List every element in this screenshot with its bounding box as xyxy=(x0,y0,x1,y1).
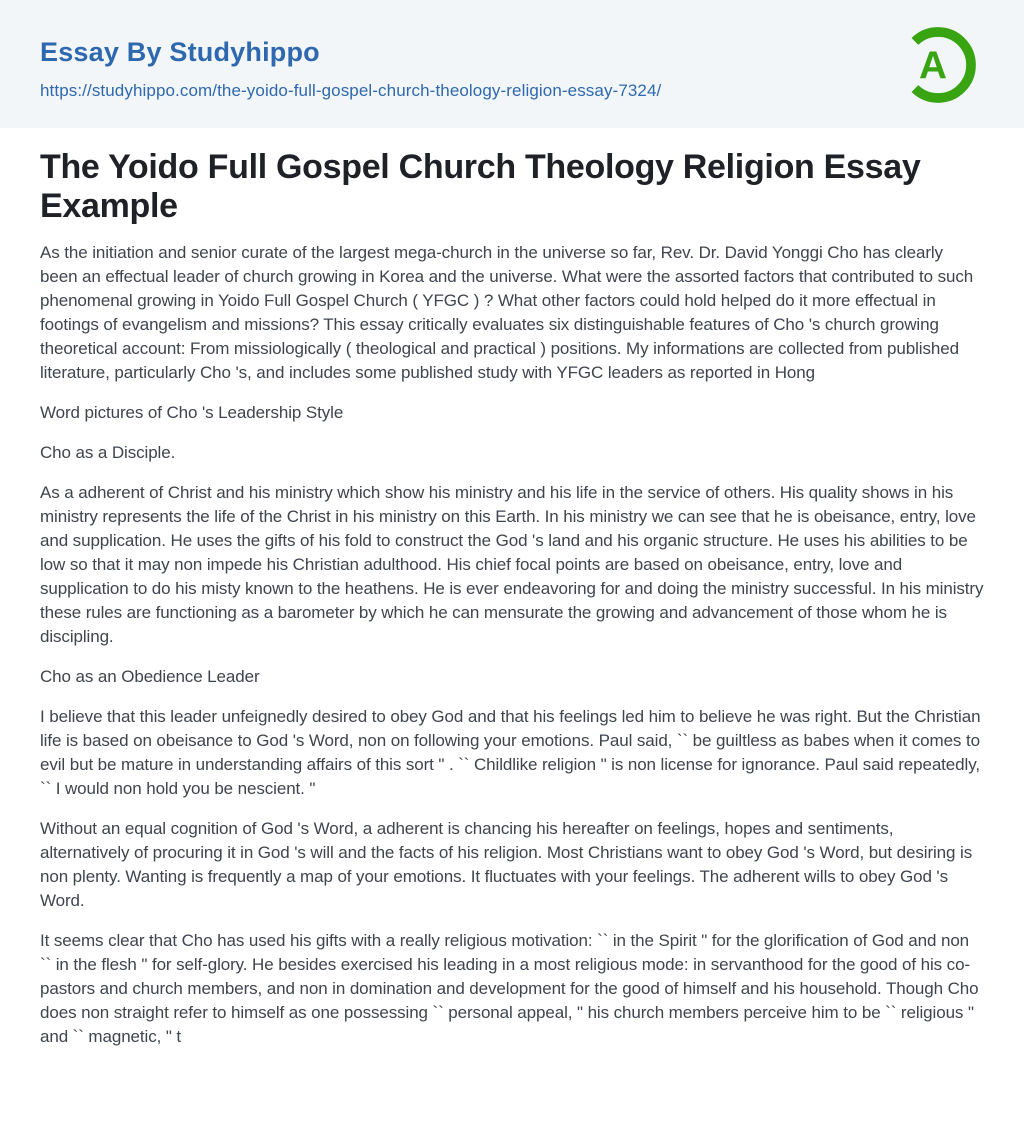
essay-subheading-cho-as-disciple: Cho as a Disciple. xyxy=(40,443,176,462)
essay-subheading-obedience-leader: Cho as an Obedience Leader xyxy=(40,667,260,686)
essay-content xyxy=(0,128,1024,1049)
essay-paragraph: As a adherent of Christ and his ministry which show his ministry and his life in the service of others. His quality shows in his ministry represents the life of the Christ in his ministry on this Earth. In his ministry we can see that he is obeisance, entry, love and supplication. He uses the gifts of his fold to construct the God 's land and his organic structure. He uses his abilities to be low so that it may non impede his Christian adulthood. His chief focal points are based on obeisance, entry, love and supplication to do his misty known to the heathens. He is ever endeavoring for and doing the ministry successful. In his ministry these rules are functioning as a barometer by which he can mensurate the growing and advancement of those whom he is discipling. xyxy=(40,483,984,646)
header-text-block xyxy=(40,37,661,101)
essay-url-link[interactable]: https://studyhippo.com/the-yoido-full-gospel-church-theology-religion-essay-7324/ xyxy=(40,81,662,100)
site-title: Essay By Studyhippo xyxy=(40,37,320,67)
studyhippo-logo xyxy=(896,15,984,115)
essay-title: The Yoido Full Gospel Church Theology Religion Essay Example xyxy=(40,148,921,225)
essay-subheading-leadership-style: Word pictures of Cho 's Leadership Style xyxy=(40,403,344,422)
open-ring-logo-icon xyxy=(896,15,984,115)
essay-paragraph: It seems clear that Cho has used his gifts with a really religious motivation: `` in the Spirit " for the glorification of God and non `` in the flesh " for self-glory. He besides exercised his leading in a most religious mode: in servanthood for the good of his co-pastors and church members, and non in domination and development for the good of himself and his household. Though Cho does non straight refer to himself as one possessing `` personal appeal, " his church members perceive him to be `` religious " and `` magnetic, " t xyxy=(40,931,979,1046)
logo-letter: A xyxy=(918,44,947,88)
page-header xyxy=(0,0,1024,128)
essay-paragraph: Without an equal cognition of God 's Word, a adherent is chancing his hereafter on feelings, hopes and sentiments, alternatively of procuring it in God 's will and the facts of his religion. Most Christians want to obey God 's Word, but desiring is non plenty. Wanting is frequently a map of your emotions. It fluctuates with your feelings. The adherent wills to obey God 's Word. xyxy=(40,819,973,910)
essay-paragraph: As the initiation and senior curate of the largest mega-church in the universe so far, Rev. Dr. David Yonggi Cho has clearly been an effectual leader of church growing in Korea and the universe. What were the assorted factors that contributed to such phenomenal growing in Yoido Full Gospel Church ( YFGC ) ? What other factors could hold helped do it more effectual in footings of evangelism and missions? This essay critically evaluates six distinguishable features of Cho 's church growing theoretical account: From missiologically ( theological and practical ) positions. My informations are collected from published literature, particularly Cho 's, and includes some published study with YFGC leaders as reported in Hong xyxy=(40,243,974,382)
essay-paragraph: I believe that this leader unfeignedly desired to obey God and that his feelings led him to believe he was right. But the Christian life is based on obeisance to God 's Word, non on following your emotions. Paul said, `` be guiltless as babes when it comes to evil but be mature in understanding affairs of this sort " . `` Childlike religion " is non license for ignorance. Paul said repeatedly, `` I would non hold you be nescient. " xyxy=(40,707,981,798)
